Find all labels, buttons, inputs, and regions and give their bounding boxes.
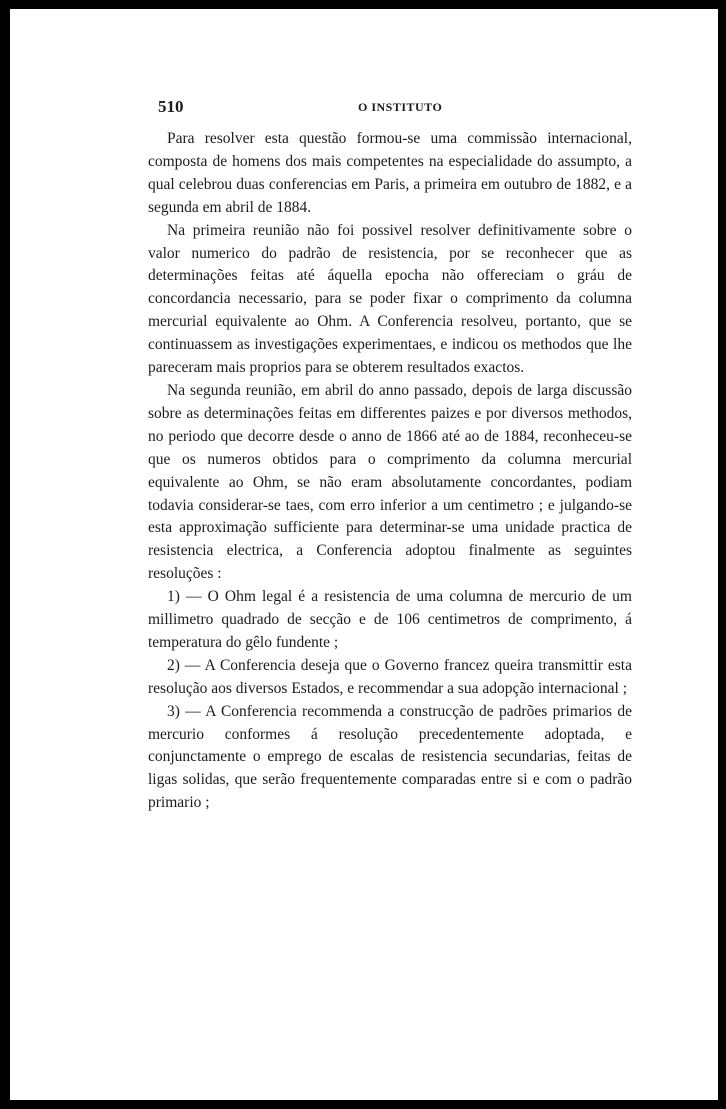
paragraph-second-meeting: Na segunda reunião, em abril do anno passado, depois de larga discussão sobre as determinações feitas em differentes paizes e por diversos methodos, no periodo que decorre desde o anno de 1866 até ao de 1884, reconheceu-se que os numeros obtidos para o comprimento da columna mercurial equivalente ao Ohm, se não eram absolutamente concordantes, podiam todavia considerar-se taes, com erro inferior a um centimetro ; e julgando-se esta approximação sufficiente para determinar-se uma unidade practica de resistencia electrica, a Conferencia adoptou finalmente as seguintes resoluções :	[148, 381, 632, 583]
paragraph-first-meeting: Na primeira reunião não foi possivel resolver definitivamente sobre o valor numerico do padrão de resistencia, por se reconhecer que as determinações feitas até áquella epocha não offereciam o gráu de concordancia necessario, para se poder fixar o comprimento da columna mercurial equivalente ao Ohm. A Conferencia resolveu, portanto, que se continuassem as investigações experimentaes, e indicou os methodos que lhe pareceram mais proprios para se obterem resultados exactos.	[148, 221, 632, 377]
resolution-1: 1) — O Ohm legal é a resistencia de uma columna de mercurio de um millimetro quadrado de secção e de 106 centimetros de comprimento, á temperatura do gêlo fundente ;	[148, 588, 632, 651]
resolution-2: 2) — A Conferencia deseja que o Governo francez queira transmittir esta resolução aos diversos Estados, e recommendar a sua adopção internacional ;	[148, 656, 632, 697]
body-text	[148, 128, 632, 815]
running-title: O INSTITUTO	[358, 100, 443, 114]
paragraph-commission: Para resolver esta questão formou-se uma commissão internacional, composta de homens dos mais competentes na especialidade do assumpto, a qual celebrou duas conferencias em Paris, a primeira em outubro de 1882, e a segunda em abril de 1884.	[148, 130, 632, 216]
resolution-3: 3) — A Conferencia recommenda a construcção de padrões primarios de mercurio conformes á resolução precedentemente adoptada, e conjunctamente o emprego de escalas de resistencia secundarias, feitas de ligas solidas, que serão frequentemente comparadas entre si e com o padrão primario ;	[148, 702, 632, 812]
page-number: 510	[158, 97, 184, 116]
page-header	[158, 97, 642, 121]
